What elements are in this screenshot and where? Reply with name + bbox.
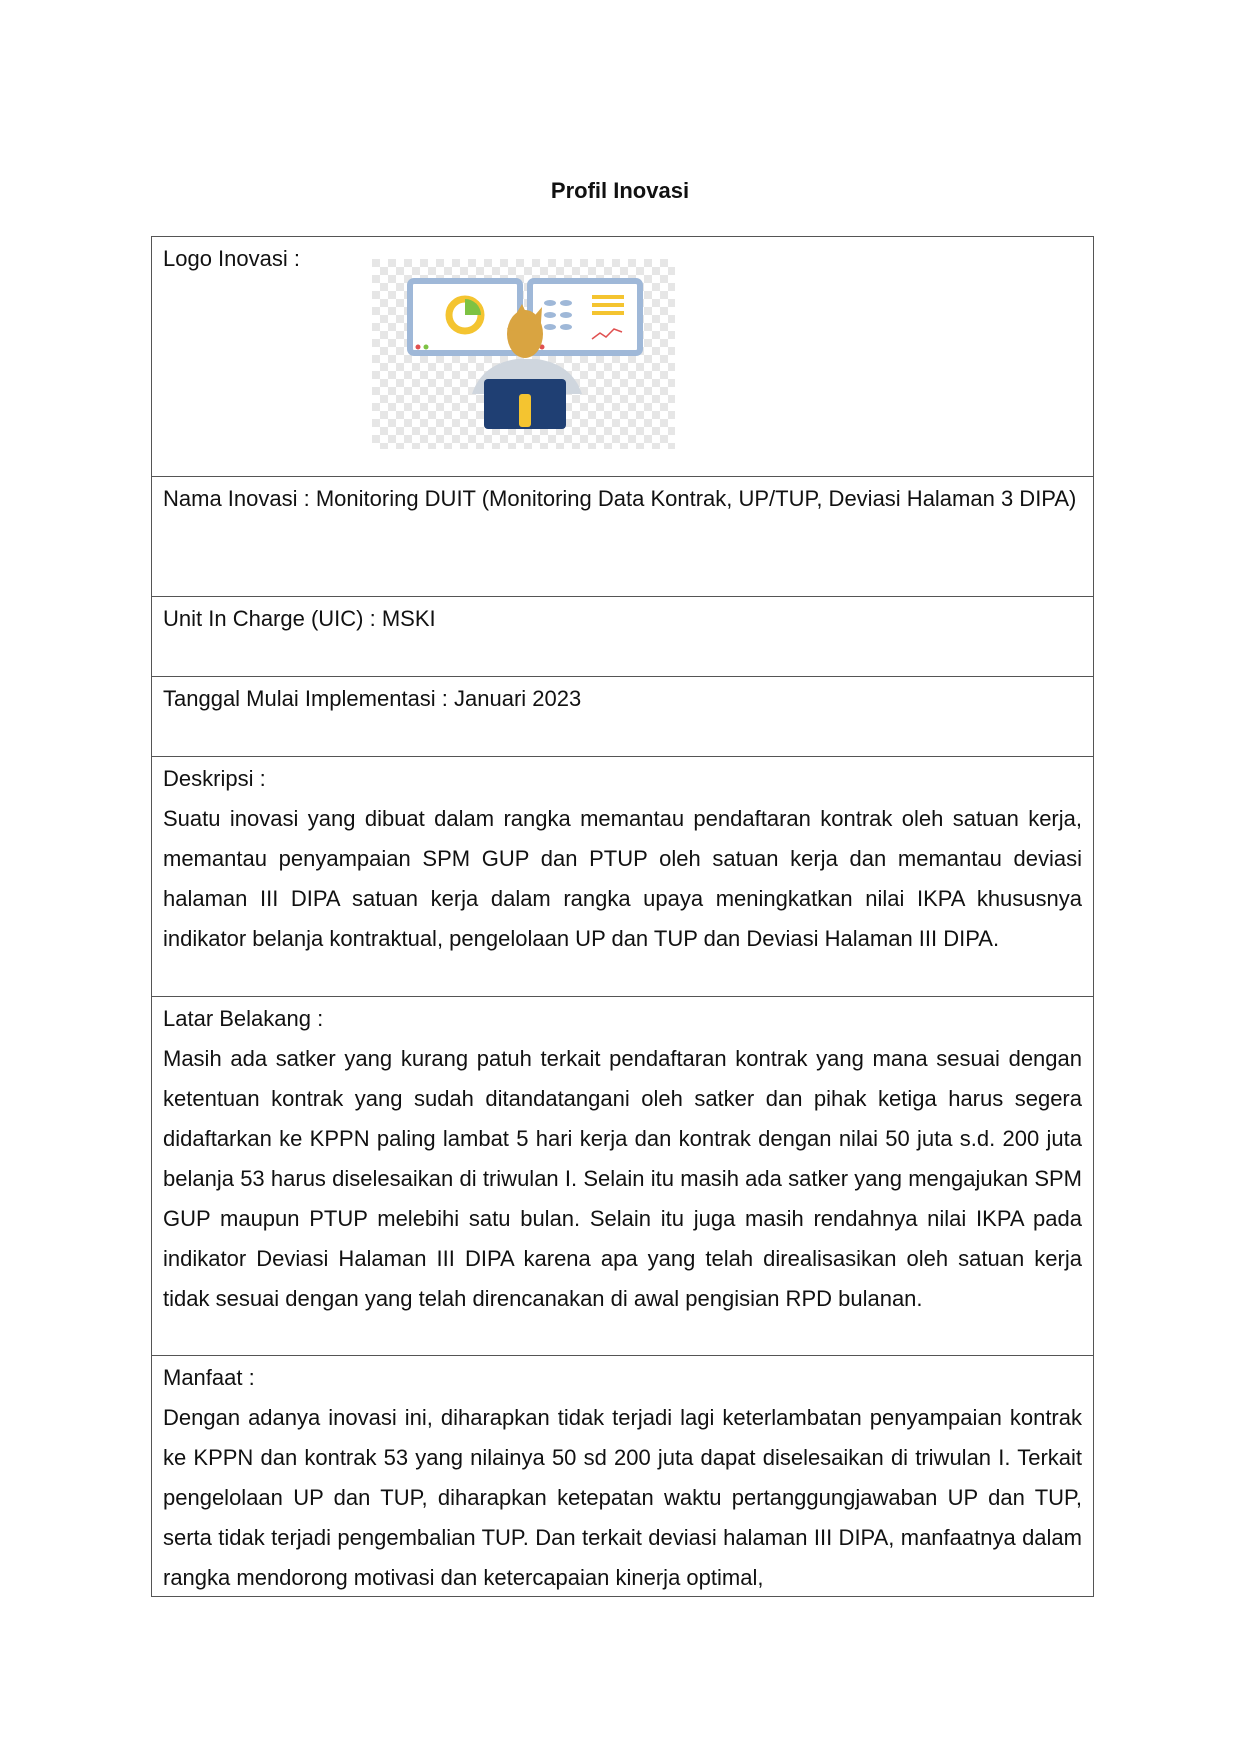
deskripsi-row (152, 757, 1093, 997)
manfaat-row (152, 1356, 1093, 1596)
person-monitoring-dashboards-icon (372, 259, 675, 449)
latar-belakang-text: Masih ada satker yang kurang patuh terkait pendaftaran kontrak yang mana sesuai dengan ketentuan kontrak yang sudah ditandatangani oleh satker dan pihak ketiga harus segera didaftarkan ke KPPN paling lambat 5 hari kerja dan kontrak dengan nilai 50 juta s.d. 200 juta belanja 53 harus diselesaikan di triwulan I. Selain itu masih ada satker yang mengajukan SPM GUP maupun PTUP melebihi satu bulan. Selain itu juga masih rendahnya nilai IKPA pada indikator Deviasi Halaman III DIPA karena apa yang telah direalisasikan oleh satuan kerja tidak sesuai dengan yang telah direncanakan di awal pengisian RPD bulanan. (163, 1046, 1082, 1311)
latar-belakang-label: Latar Belakang : (163, 1006, 324, 1031)
latar-belakang-row (152, 997, 1093, 1356)
tanggal-implementasi-row: Tanggal Mulai Implementasi : Januari 2023 (152, 677, 1093, 757)
nama-inovasi-row: Nama Inovasi : Monitoring DUIT (Monitoring Data Kontrak, UP/TUP, Deviasi Halaman 3 DIPA) (152, 477, 1093, 597)
logo-label: Logo Inovasi : (163, 246, 300, 271)
manfaat-label: Manfaat : (163, 1365, 255, 1390)
manfaat-text: Dengan adanya inovasi ini, diharapkan tidak terjadi lagi keterlambatan penyampaian kontrak ke KPPN dan kontrak 53 yang nilainya 50 sd 200 juta dapat diselesaikan di triwulan I. Terkait pengelolaan UP dan TUP, diharapkan ketepatan waktu pertanggungjawaban UP dan TUP, serta tidak terjadi pengembalian TUP. Dan terkait deviasi halaman III DIPA, manfaatnya dalam rangka mendorong motivasi dan ketercapaian kinerja optimal, (163, 1405, 1082, 1590)
deskripsi-label: Deskripsi : (163, 766, 266, 791)
profile-table (151, 236, 1094, 1597)
page-title: Profil Inovasi (550, 178, 690, 203)
uic-row: Unit In Charge (UIC) : MSKI (152, 597, 1093, 677)
deskripsi-text: Suatu inovasi yang dibuat dalam rangka memantau pendaftaran kontrak oleh satuan kerja, memantau penyampaian SPM GUP dan PTUP oleh satuan kerja dan memantau deviasi halaman III DIPA satuan kerja dalam rangka upaya meningkatkan nilai IKPA khususnya indikator belanja kontraktual, pengelolaan UP dan TUP dan Deviasi Halaman III DIPA. (163, 806, 1082, 951)
logo-row (152, 237, 1093, 477)
